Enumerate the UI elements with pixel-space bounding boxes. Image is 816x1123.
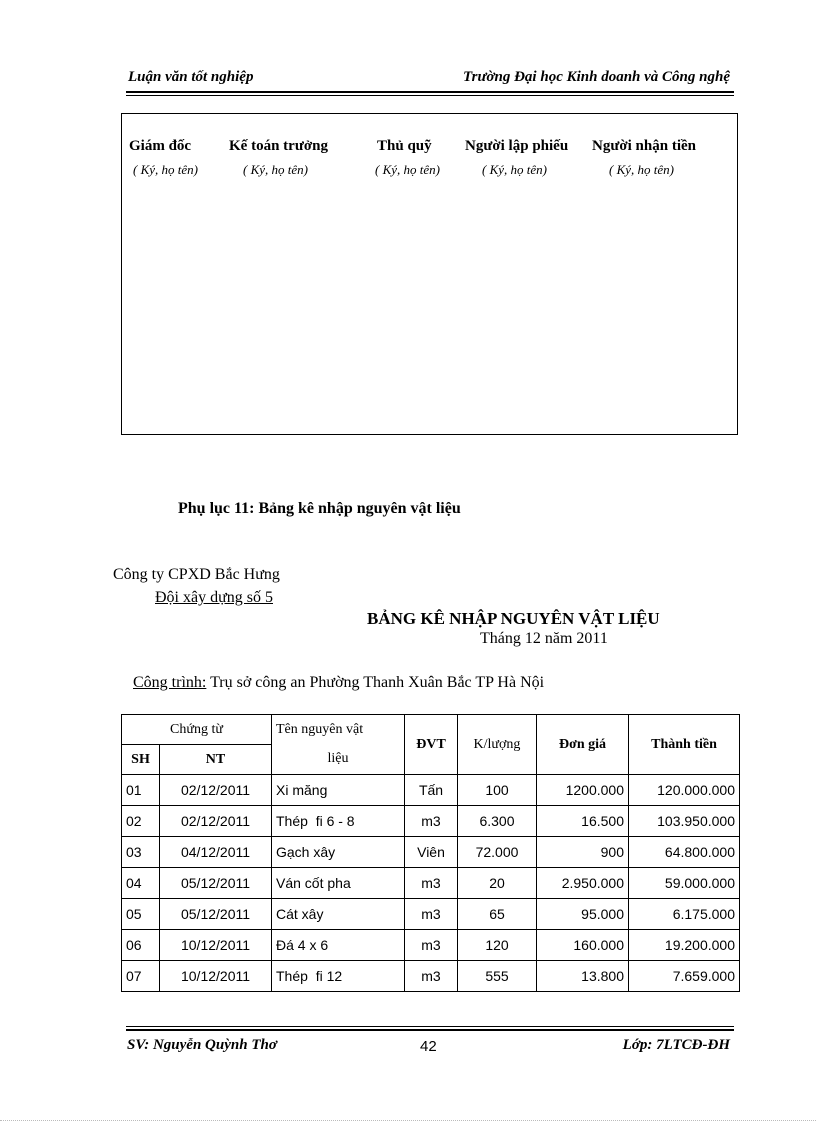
- cell-total: 19.200.000: [629, 930, 740, 961]
- header-unit-price: Đơn giá: [537, 715, 629, 775]
- header-unit: ĐVT: [405, 715, 458, 775]
- cell-price: 160.000: [537, 930, 629, 961]
- cell-unit: Viên: [405, 837, 458, 868]
- cell-nt: 04/12/2011: [160, 837, 272, 868]
- cell-name: Ván cốt pha: [272, 868, 405, 899]
- cell-total: 7.659.000: [629, 961, 740, 992]
- cell-nt: 05/12/2011: [160, 899, 272, 930]
- table-row: [122, 806, 740, 837]
- footer-rule-thin: [126, 1026, 734, 1027]
- project-label: Công trình:: [133, 674, 207, 691]
- header-material-name-line1: Tên nguyên vật: [272, 715, 405, 745]
- header-rule-thin: [126, 95, 734, 96]
- header-rule-thick: [126, 91, 734, 93]
- signature-note-receiver: ( Ký, họ tên): [609, 162, 674, 177]
- cell-total: 64.800.000: [629, 837, 740, 868]
- cell-qty: 72.000: [458, 837, 537, 868]
- cell-sh: 02: [122, 806, 160, 837]
- cell-total: 59.000.000: [629, 868, 740, 899]
- cell-sh: 03: [122, 837, 160, 868]
- cell-unit: m3: [405, 868, 458, 899]
- cell-qty: 65: [458, 899, 537, 930]
- cell-qty: 100: [458, 775, 537, 806]
- table-row: [122, 930, 740, 961]
- materials-table: [121, 714, 740, 992]
- signature-box: [121, 113, 738, 435]
- cell-price: 2.950.000: [537, 868, 629, 899]
- header-material-name-line2: liệu: [272, 745, 405, 775]
- cell-price: 1200.000: [537, 775, 629, 806]
- cell-unit: m3: [405, 961, 458, 992]
- cell-unit: Tấn: [405, 775, 458, 806]
- signature-note-director: ( Ký, họ tên): [133, 162, 198, 177]
- footer-rule-thick: [126, 1029, 734, 1031]
- header-document-group: Chứng từ: [122, 715, 272, 745]
- cell-unit: m3: [405, 930, 458, 961]
- table-row: [122, 868, 740, 899]
- signature-title-preparer: Người lập phiếu: [465, 138, 569, 154]
- cell-price: 16.500: [537, 806, 629, 837]
- project-line: [133, 674, 544, 692]
- report-period: Tháng 12 năm 2011: [480, 630, 608, 647]
- cell-total: 6.175.000: [629, 899, 740, 930]
- table-row: [122, 837, 740, 868]
- cell-nt: 10/12/2011: [160, 930, 272, 961]
- cell-name: Gạch xây: [272, 837, 405, 868]
- header-quantity: K/lượng: [458, 715, 537, 775]
- cell-name: Xi măng: [272, 775, 405, 806]
- company-team: Đội xây dựng số 5: [155, 589, 273, 606]
- table-row: [122, 899, 740, 930]
- cell-name: Đá 4 x 6: [272, 930, 405, 961]
- cell-sh: 01: [122, 775, 160, 806]
- cell-qty: 20: [458, 868, 537, 899]
- signature-title-receiver: Người nhận tiền: [592, 138, 696, 154]
- cell-nt: 02/12/2011: [160, 806, 272, 837]
- cell-nt: 02/12/2011: [160, 775, 272, 806]
- footer-student: SV: Nguyễn Quỳnh Thơ: [127, 1037, 277, 1053]
- signature-title-treasurer: Thủ quỹ: [377, 138, 432, 154]
- project-value: Trụ sở công an Phường Thanh Xuân Bắc TP Hà Nội: [210, 674, 545, 691]
- cell-name: Cát xây: [272, 899, 405, 930]
- cell-nt: 05/12/2011: [160, 868, 272, 899]
- cell-total: 120.000.000: [629, 775, 740, 806]
- cell-price: 900: [537, 837, 629, 868]
- footer-class: Lớp: 7LTCĐ-ĐH: [622, 1037, 730, 1053]
- cell-price: 95.000: [537, 899, 629, 930]
- signature-note-chief-accountant: ( Ký, họ tên): [243, 162, 308, 177]
- cell-sh: 04: [122, 868, 160, 899]
- cell-qty: 120: [458, 930, 537, 961]
- cell-name: Thép fi 12: [272, 961, 405, 992]
- signature-title-director: Giám đốc: [129, 138, 192, 154]
- table-row: [122, 775, 740, 806]
- cell-sh: 07: [122, 961, 160, 992]
- cell-qty: 555: [458, 961, 537, 992]
- report-title: BẢNG KÊ NHẬP NGUYÊN VẬT LIỆU: [367, 609, 660, 628]
- cell-sh: 05: [122, 899, 160, 930]
- cell-sh: 06: [122, 930, 160, 961]
- cell-qty: 6.300: [458, 806, 537, 837]
- cell-nt: 10/12/2011: [160, 961, 272, 992]
- signature-note-treasurer: ( Ký, họ tên): [375, 162, 440, 177]
- header-left: Luận văn tốt nghiệp: [128, 69, 254, 85]
- page-edge-dots: [0, 1120, 816, 1121]
- page-number: 42: [420, 1038, 437, 1055]
- cell-unit: m3: [405, 899, 458, 930]
- header-nt: NT: [160, 745, 272, 775]
- cell-name: Thép fi 6 - 8: [272, 806, 405, 837]
- signature-note-preparer: ( Ký, họ tên): [482, 162, 547, 177]
- cell-total: 103.950.000: [629, 806, 740, 837]
- cell-price: 13.800: [537, 961, 629, 992]
- header-right: Trường Đại học Kinh doanh và Công nghệ: [463, 69, 730, 85]
- company-name: Công ty CPXD Bắc Hưng: [113, 566, 280, 583]
- table-row: [122, 961, 740, 992]
- header-sh: SH: [122, 745, 160, 775]
- signature-title-chief-accountant: Kế toán trưởng: [229, 138, 328, 154]
- cell-unit: m3: [405, 806, 458, 837]
- header-total: Thành tiền: [629, 715, 740, 775]
- appendix-title: Phụ lục 11: Bảng kê nhập nguyên vật liệu: [178, 500, 461, 517]
